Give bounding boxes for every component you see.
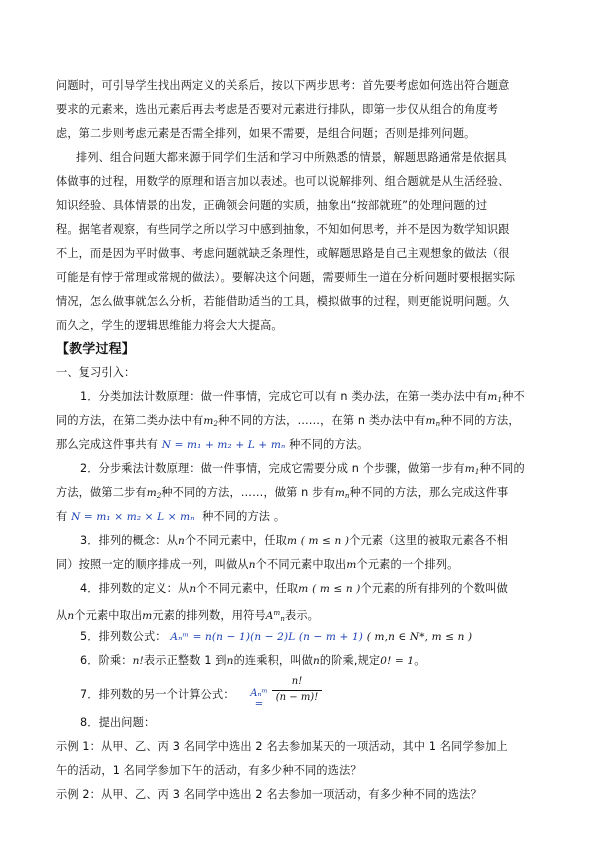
item-3-line: 同）按照一定的顺序排成一列，叫做从n个不同元素中取出m个元素的一个排列。 [56, 558, 459, 571]
item-6-line: 6．阶乘：n!表示正整数 1 到n的连乘积，叫做n的阶乘,规定0! = 1。 [80, 654, 426, 667]
sum-formula: N = m₁ + m₂ + L + mₙ [161, 439, 286, 451]
paragraph-line: 体做事的过程，用数学的原理和语言加以表述。也可以说解排列、组合题就是从生活经验、 [56, 175, 510, 188]
item-7-line: 7．排列数的另一个计算公式： [80, 688, 235, 701]
review-heading: 一、复习引入： [56, 366, 136, 379]
item-1-line: 1．分类加法计数原理：做一件事情，完成它可以有 n 类办法，在第一类办法中有$m_1$种不 [80, 390, 525, 404]
item-3-line: 3．排列的概念：从n个不同元素中，任取m ( m ≤ n )个元素（这里的被取元素各不相 [80, 534, 508, 547]
fraction-lhs: Aₙᵐ = [250, 688, 268, 710]
paragraph-line: 情况，怎么做事就怎么分析，若能借助适当的工具，模拟做事的过程，则更能说明问题。久 [56, 295, 510, 308]
permutation-formula: Aₙᵐ = n(n − 1)(n − 2)L (n − m + 1) [170, 631, 364, 643]
example-2-line: 示例 2：从甲、乙、丙 3 名同学中选出 2 名去参加一项活动，有多少种不同的选法？ [56, 788, 482, 801]
item-2-line: 方法，做第二步有$m_2$种不同的方法，……，做第 n 步有$m_n$种不同的方法，那么完成这件事 [56, 486, 509, 500]
paragraph-line: 知识经验、具体情景的出发，正确领会问题的实质，抽象出“按部就班”的处理问题的过 [56, 199, 488, 212]
paragraph-line: 问题时，可引导学生找出两定义的关系后，按以下两步思考：首先要考虑如何选出符合题意 [56, 79, 510, 92]
item-1-line: 那么完成这件事共有 N = m₁ + m₂ + L + mₙ 种不同的方法。 [56, 438, 369, 451]
example-1-line: 午的活动，1 名同学参加下午的活动，有多少种不同的选法？ [56, 764, 362, 777]
example-1-line: 示例 1：从甲、乙、丙 3 名同学中选出 2 名去参加某天的一项活动，其中 1 名同学参加上 [56, 740, 508, 753]
paragraph-line: 程。据笔者观察，有些同学之所以学习中感到抽象，不知如何思考，并不是因为数学知识跟 [56, 223, 510, 236]
item-8-line: 8．提出问题： [80, 716, 156, 729]
fraction-bar [272, 690, 322, 691]
item-1-line: 同的方法，在第二类办法中有$m_2$种不同的方法，……，在第 n 类办法中有$m_n$种不同的方法， [56, 414, 520, 428]
product-formula: N = m₁ × m₂ × L × mₙ [71, 511, 195, 523]
item-4-line: 4．排列数的定义：从n个不同元素中，任取m ( m ≤ n )个元素的所有排列的个数叫做 [80, 582, 508, 595]
item-4-line: 从n个元素中取出m元素的排列数，用符号$A^m_n$表示。 [56, 609, 320, 623]
permutation-condition: ( m,n ∈ N*, m ≤ n ) [366, 631, 473, 643]
paragraph-line: 虑，第二步则考虑元素是否需全排列，如果不需要，是组合问题；否则是排列问题。 [56, 127, 476, 140]
item-2-line: 有 N = m₁ × m₂ × L × mₙ 种不同的方法 。 [56, 510, 286, 523]
fraction-numerator: n! [291, 676, 303, 687]
fraction-denominator: (n − m)! [275, 692, 319, 703]
paragraph-line: 不上，而是因为平时做事、考虑问题就缺乏条理性，或解题思路是自己主观想象的做法（很 [56, 247, 510, 260]
item-2-line: 2．分步乘法计数原理：做一件事情，完成它需要分成 n 个步骤，做第一步有$m_1$种不同的 [80, 462, 525, 476]
item-5-line: 5．排列数公式： Aₙᵐ = n(n − 1)(n − 2)L (n − m + 1) ( m,n ∈ N*, m ≤ n ) [80, 630, 473, 643]
section-title: 【教学过程】 [56, 342, 135, 357]
paragraph-line: 要求的元素来，选出元素后再去考虑是否要对元素进行排队，即第一步仅从组合的角度考 [56, 103, 499, 116]
paragraph-line: 可能是有悖于常理或常规的做法）。要解决这个问题，需要师生一道在分析问题时要根据实际 [56, 271, 516, 284]
paragraph-line: 而久之，学生的逻辑思维能力将会大大提高。 [56, 319, 283, 332]
paragraph-line: 排列、组合问题大都来源于同学们生活和学习中所熟悉的情景，解题思路通常是依据具 [76, 151, 507, 164]
